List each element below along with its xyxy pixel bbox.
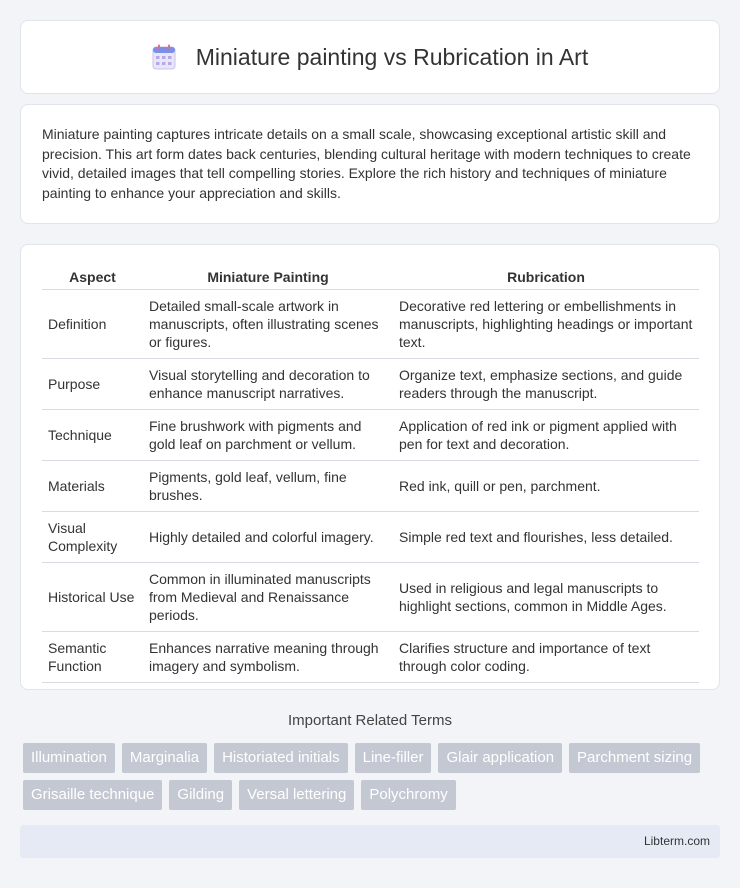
term-tag[interactable]: Glair application <box>438 743 562 773</box>
aspect-cell: Purpose <box>42 358 143 409</box>
term-tag[interactable]: Illumination <box>23 743 115 773</box>
rubrication-cell: Organize text, emphasize sections, and guide readers through the manuscript. <box>393 358 699 409</box>
term-tag[interactable]: Historiated initials <box>214 743 348 773</box>
miniature-cell: Pigments, gold leaf, vellum, fine brushes. <box>143 460 393 511</box>
related-terms-title: Important Related Terms <box>288 712 452 729</box>
miniature-cell: Enhances narrative meaning through imagery and symbolism. <box>143 631 393 682</box>
related-terms-list <box>23 743 723 810</box>
aspect-cell: Visual Complexity <box>42 511 143 562</box>
aspect-cell: Definition <box>42 289 143 358</box>
term-tag[interactable]: Polychromy <box>361 780 455 810</box>
term-tag[interactable]: Gilding <box>169 780 232 810</box>
miniature-cell: Highly detailed and colorful imagery. <box>143 511 393 562</box>
table-row <box>42 358 699 409</box>
intro-card <box>20 104 720 224</box>
term-tag[interactable]: Versal lettering <box>239 780 354 810</box>
rubrication-cell: Application of red ink or pigment applied with pen for text and decoration. <box>393 409 699 460</box>
rubrication-cell: Simple red text and flourishes, less detailed. <box>393 511 699 562</box>
table-row <box>42 562 699 631</box>
calendar-grid-icon <box>152 44 176 70</box>
term-tag[interactable]: Parchment sizing <box>569 743 700 773</box>
comparison-table <box>42 265 699 683</box>
rubrication-cell: Clarifies structure and importance of text through color coding. <box>393 631 699 682</box>
rubrication-cell: Red ink, quill or pen, parchment. <box>393 460 699 511</box>
table-row <box>42 460 699 511</box>
miniature-cell: Common in illuminated manuscripts from Medieval and Renaissance periods. <box>143 562 393 631</box>
rubrication-cell: Decorative red lettering or embellishments in manuscripts, highlighting headings or important text. <box>393 289 699 358</box>
table-row <box>42 511 699 562</box>
table-row <box>42 289 699 358</box>
miniature-cell: Detailed small-scale artwork in manuscripts, often illustrating scenes or figures. <box>143 289 393 358</box>
aspect-cell: Semantic Function <box>42 631 143 682</box>
column-header-aspect: Aspect <box>42 265 143 289</box>
term-tag[interactable]: Marginalia <box>122 743 207 773</box>
page-title: Miniature painting vs Rubrication in Art <box>195 43 589 70</box>
title-card <box>20 20 720 94</box>
table-row <box>42 409 699 460</box>
aspect-cell: Historical Use <box>42 562 143 631</box>
column-header-miniature: Miniature Painting <box>143 265 393 289</box>
footer <box>20 825 720 858</box>
rubrication-cell: Used in religious and legal manuscripts to highlight sections, common in Middle Ages. <box>393 562 699 631</box>
column-header-rubrication: Rubrication <box>393 265 699 289</box>
footer-link[interactable]: Libterm.com <box>643 834 710 848</box>
comparison-table-card <box>20 244 720 690</box>
table-header-row <box>42 265 699 289</box>
aspect-cell: Technique <box>42 409 143 460</box>
term-tag[interactable]: Line-filler <box>355 743 432 773</box>
table-row <box>42 631 699 682</box>
aspect-cell: Materials <box>42 460 143 511</box>
miniature-cell: Fine brushwork with pigments and gold leaf on parchment or vellum. <box>143 409 393 460</box>
intro-text: Miniature painting captures intricate details on a small scale, showcasing exceptional artistic skill and precision. This art form dates back centuries, blending cultural heritage with modern techniques to create vivid, detailed images that tell compelling stories. Explore the rich history and techniques of miniature painting to enhance your appreciation and skills. <box>42 126 691 201</box>
term-tag[interactable]: Grisaille technique <box>23 780 162 810</box>
miniature-cell: Visual storytelling and decoration to enhance manuscript narratives. <box>143 358 393 409</box>
